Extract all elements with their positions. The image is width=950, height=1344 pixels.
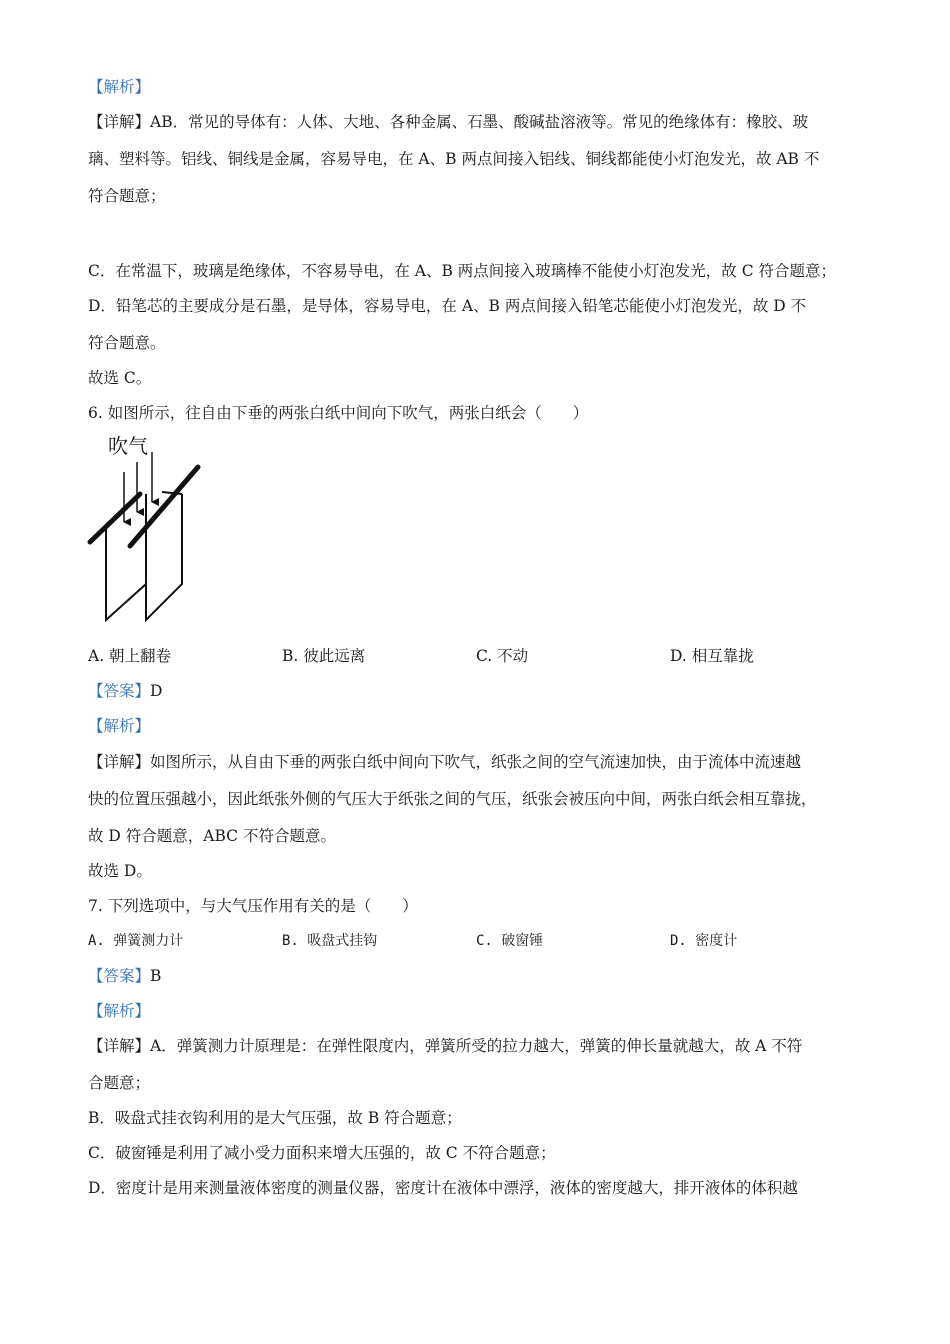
detail-text: 【详解】A．弹簧测力计原理是：在弹性限度内，弹簧所受的拉力越大，弹簧的伸长量就越大，故 A 不符 xyxy=(88,1037,803,1055)
detail-text: 合题意； xyxy=(88,1074,151,1092)
option-d-analysis: 符合题意。 xyxy=(88,334,166,352)
option-b: B. 吸盘式挂钩 xyxy=(282,933,378,949)
answer-line xyxy=(88,681,878,701)
option-d-analysis: D．密度计是用来测量液体密度的测量仪器，密度计在液体中漂浮，液体的密度越大，排开液体的体积越 xyxy=(88,1179,798,1197)
analysis-heading: 【解析】 xyxy=(88,78,151,96)
answer-value: B xyxy=(150,967,162,985)
detail-text: 【详解】AB．常见的导体有：人体、大地、各种金属、石墨、酸碱盐溶液等。常见的绝缘体有：橡胶、玻 xyxy=(88,113,809,131)
answer-line xyxy=(88,966,878,986)
option-a: A. 弹簧测力计 xyxy=(88,933,184,949)
analysis-heading: 【解析】 xyxy=(88,717,151,735)
answer-value: D xyxy=(150,682,163,700)
option-d-analysis: D．铅笔芯的主要成分是石墨，是导体，容易导电，在 A、B 两点间接入铅笔芯能使小灯泡发光，故 D 不 xyxy=(88,297,807,315)
option-b-analysis: B．吸盘式挂衣钩利用的是大气压强，故 B 符合题意； xyxy=(88,1109,462,1127)
option-a: A. 朝上翻卷 xyxy=(88,647,172,665)
option-d: D. 密度计 xyxy=(670,933,738,949)
figure-label: 吹气 xyxy=(108,434,148,458)
left-rod xyxy=(90,494,140,542)
detail-text: 符合题意； xyxy=(88,187,166,205)
option-c-analysis: C．在常温下，玻璃是绝缘体，不容易导电，在 A、B 两点间接入玻璃棒不能使小灯泡发光，故 C 符合题意； xyxy=(88,262,837,280)
option-c-analysis: C．破窗锤是利用了减小受力面积来增大压强的，故 C 不符合题意； xyxy=(88,1144,556,1162)
option-b: B. 彼此远离 xyxy=(282,647,366,665)
detail-text: 【详解】如图所示，从自由下垂的两张白纸中间向下吹气，纸张之间的空气流速加快，由于流体中流速越 xyxy=(88,753,802,771)
option-d: D. 相互靠拢 xyxy=(670,647,754,665)
left-paper xyxy=(106,494,146,620)
right-rod xyxy=(130,467,198,546)
option-c: C. 破窗锤 xyxy=(476,933,544,949)
detail-text: 故 D 符合题意，ABC 不符合题意。 xyxy=(88,827,336,845)
right-paper xyxy=(146,494,182,620)
question-6-stem: 6. 如图所示，往自由下垂的两张白纸中间向下吹气，两张白纸会（ ） xyxy=(88,404,589,422)
choice-text: 故选 C。 xyxy=(88,369,152,387)
blowing-paper-figure xyxy=(84,432,214,627)
detail-text: 快的位置压强越小，因此纸张外侧的气压大于纸张之间的气压，纸张会被压向中间，两张白纸会相互靠拢， xyxy=(88,790,817,808)
paper-diagram xyxy=(84,432,214,627)
choice-text: 故选 D。 xyxy=(88,862,152,880)
question-7-stem: 7. 下列选项中，与大气压作用有关的是（ ） xyxy=(88,897,418,915)
answer-heading: 【答案】 xyxy=(88,967,151,985)
analysis-heading: 【解析】 xyxy=(88,1002,151,1020)
detail-text: 璃、塑料等。铝线、铜线是金属，容易导电，在 A、B 两点间接入铝线、铜线都能使小灯泡发光，故 AB 不 xyxy=(88,150,820,168)
option-c: C. 不动 xyxy=(476,647,529,665)
answer-heading: 【答案】 xyxy=(88,682,151,700)
